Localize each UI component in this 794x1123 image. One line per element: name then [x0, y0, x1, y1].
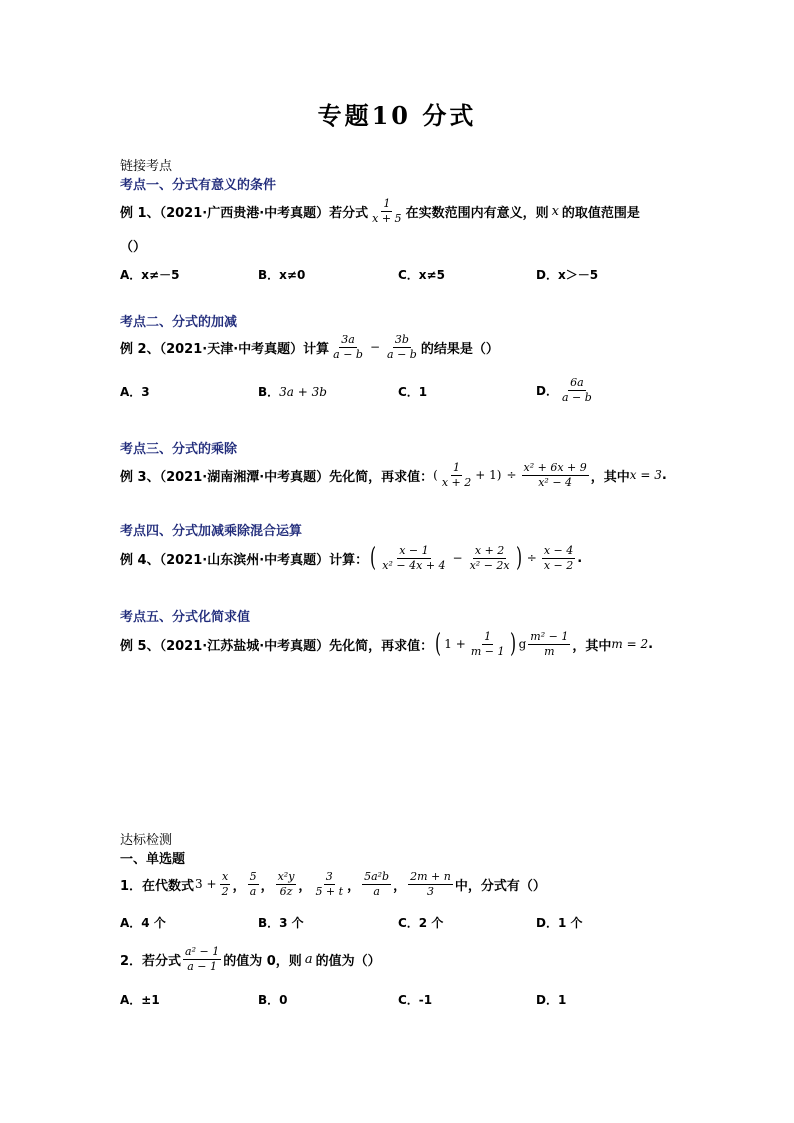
part-single-choice: 一、单选题 [120, 852, 186, 867]
example-3-fraction-1: $\frac{1}{x + 2}$ [441, 460, 472, 489]
question-1-choice-c: C．2 个 [398, 916, 444, 930]
question-1: 1．在代数式 3 + $\frac{x}{2}$ ， $\frac{5}{a}$ ， $\frac{\text{x²y}}{6z}$ ， $\frac{3}{5 + t}$ ， $\frac{\text{5a²b}}{a}$ ， $\frac{2m + n}{3}$ 中，分式有（） [120, 869, 546, 898]
section-assessment: 达标检测 [120, 833, 173, 848]
example-4-fraction-2: $\frac{x + 2}{\text{x² − 2x}}$ [469, 543, 510, 572]
example-3: 例 3、（2021·湖南湘潭·中考真题）先化简，再求值： ( $\frac{1}{x + 2}$ + 1) ÷ $\frac{\text{x² + 6x + 9}}{\text{x² − 4}}$ ，其中 x = 3 . [120, 460, 667, 489]
example-1-fraction: $\frac{1}{x + 5}$ [372, 196, 402, 225]
example-2-choice-c: C．1 [398, 385, 428, 399]
example-2-choice-d: D． $\frac{6a}{a - b}$ [536, 375, 592, 404]
example-1: 例 1、（2021·广西贵港·中考真题）若分式 $\frac{1}{x + 5}$ 在实数范围内有意义，则 x 的取值范围是 [120, 196, 640, 225]
question-2-choice-c: C．-1 [398, 993, 433, 1007]
kaodian-2-heading: 考点二、分式的加减 [120, 315, 238, 330]
example-1-bracket: （） [120, 240, 147, 255]
example-2-choice-b: B． 3a + 3b [258, 384, 327, 399]
question-2: 2．若分式 $\frac{\text{a² − 1}}{a - 1}$ 的值为 0，则 a 的值为（） [120, 944, 381, 973]
example-2-fraction-2: $\frac{3b}{a - b}$ [387, 332, 417, 361]
example-4: 例 4、（2021·山东滨州·中考真题）计算： ( $\frac{x - 1}{\text{x² − 4x + 4}}$ − $\frac{x + 2}{\text{x² − 2x}}$ ) ÷ $\frac{x - 4}{x - 2}$ . [120, 543, 583, 573]
example-1-choice-b: B．x≠0 [258, 268, 306, 282]
page-title: 专题10 分式 [317, 101, 477, 130]
example-2: 例 2、（2021·天津·中考真题）计算 $\frac{3a}{a - b}$ − $\frac{3b}{a - b}$ 的结果是（） [120, 332, 499, 361]
kaodian-1-heading: 考点一、分式有意义的条件 [120, 178, 277, 193]
example-5-fraction-1: $\frac{1}{m - 1}$ [470, 629, 505, 658]
example-2-choice-a: A．3 [120, 385, 150, 399]
question-1-choice-b: B．3 个 [258, 916, 304, 930]
kaodian-3-heading: 考点三、分式的乘除 [120, 442, 238, 457]
example-1-text: 例 1、（2021·广西贵港·中考真题）若分式 [120, 205, 369, 221]
example-1-choice-d: D．x＞－5 [536, 268, 599, 282]
example-5-fraction-2: $\frac{\text{m² − 1}}{m}$ [530, 629, 569, 658]
question-2-choice-d: D．1 [536, 993, 567, 1007]
example-4-fraction-3: $\frac{x - 4}{x - 2}$ [543, 543, 574, 572]
example-1-choice-a: A．x≠－5 [120, 268, 180, 282]
kaodian-4-heading: 考点四、分式加减乘除混合运算 [120, 524, 303, 539]
example-4-fraction-1: $\frac{x - 1}{\text{x² − 4x + 4}}$ [382, 543, 446, 572]
section-linked-points: 链接考点 [120, 159, 173, 174]
question-2-choice-a: A．±1 [120, 993, 160, 1007]
kaodian-5-heading: 考点五、分式化简求值 [120, 610, 251, 625]
example-5: 例 5、（2021·江苏盐城·中考真题）先化简，再求值： ( 1 + $\frac{1}{m - 1}$ ) g $\frac{\text{m² − 1}}{m}$ ，其中 m = 2 . [120, 629, 654, 659]
example-1-choice-c: C．x≠5 [398, 268, 445, 282]
question-1-choice-d: D．1 个 [536, 916, 583, 930]
question-1-choice-a: A．4 个 [120, 916, 166, 930]
example-3-fraction-2: $\frac{\text{x² + 6x + 9}}{\text{x² − 4}}$ [523, 460, 587, 489]
example-2-fraction-1: $\frac{3a}{a - b}$ [333, 332, 363, 361]
question-2-choice-b: B．0 [258, 993, 288, 1007]
